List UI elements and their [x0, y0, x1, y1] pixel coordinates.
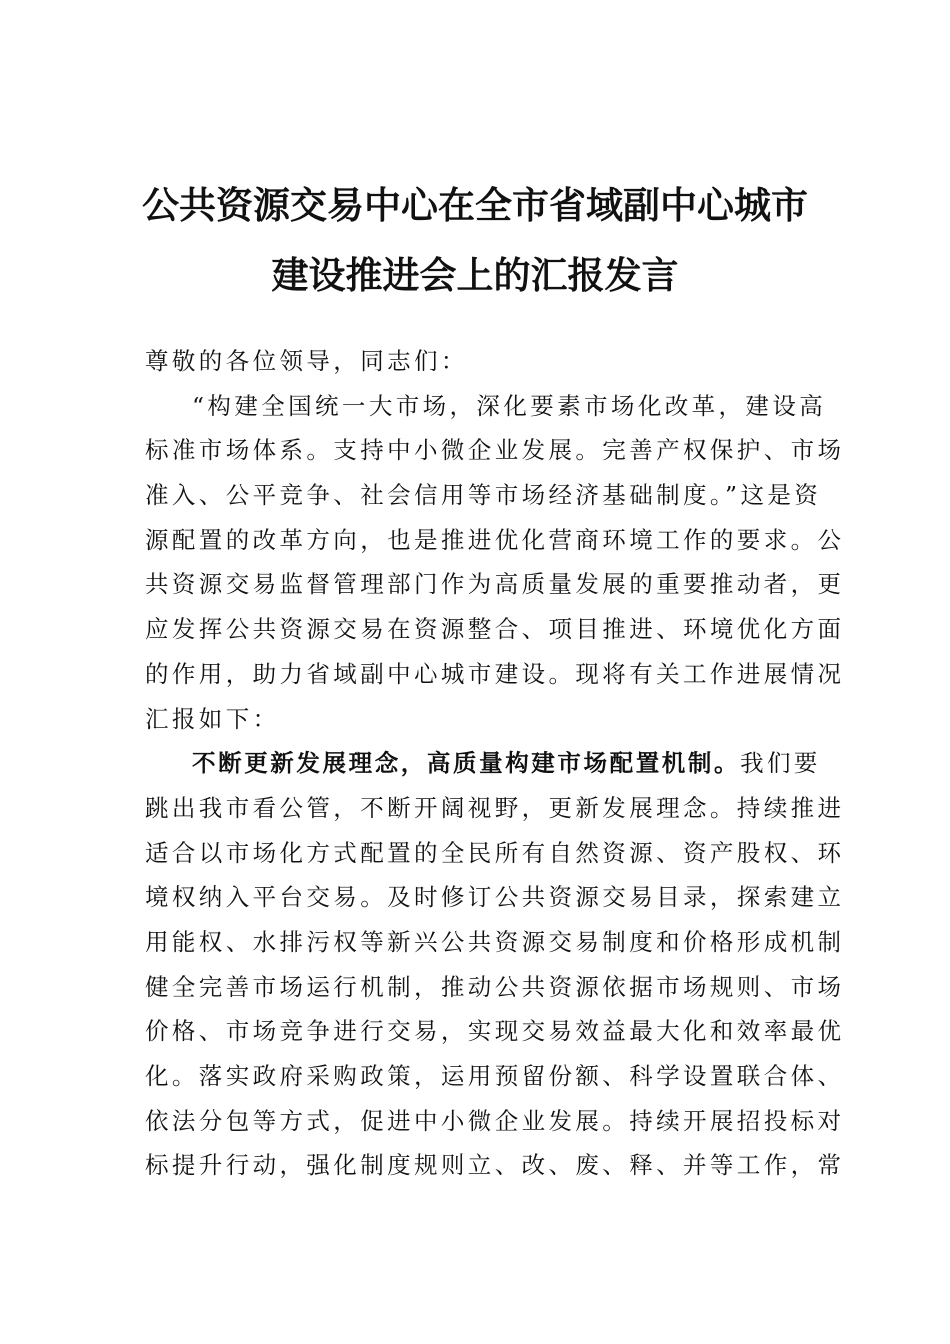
paragraph-2-line-5: 用能权、水排污权等新兴公共资源交易制度和价格形成机制 — [145, 927, 845, 956]
paragraph-1-line-6: 应发挥公共资源交易在资源整合、项目推进、环境优化方面 — [145, 615, 845, 644]
paragraph-1-line-8: 汇报如下： — [145, 704, 280, 733]
paragraph-2-line-3: 适合以市场化方式配置的全民所有自然资源、资产股权、环 — [145, 838, 845, 867]
section-heading: 不断更新发展理念，高质量构建市场配置机制。 — [192, 749, 741, 778]
paragraph-2-line-2: 跳出我市看公管，不断开阔视野，更新发展理念。持续推进 — [145, 793, 845, 822]
paragraph-1-line-5: 共资源交易监督管理部门作为高质量发展的重要推动者，更 — [145, 570, 845, 599]
paragraph-2-line-4: 境权纳入平台交易。及时修订公共资源交易目录，探索建立 — [145, 883, 845, 912]
paragraph-2-line-1 — [145, 741, 821, 786]
paragraph-1-line-7: 的作用，助力省域副中心城市建设。现将有关工作进展情况 — [145, 659, 845, 688]
paragraph-2-line-7: 价格、市场竞争进行交易，实现交易效益最大化和效率最优 — [145, 1017, 845, 1046]
document-title-line-2: 建设推进会上的汇报发言 — [271, 253, 679, 297]
paragraph-1-line-2: 标准市场体系。支持中小微企业发展。完善产权保护、市场 — [145, 436, 845, 465]
salutation: 尊敬的各位领导，同志们： — [145, 347, 468, 375]
paragraph-2-line-8: 化。落实政府采购政策，运用预留份额、科学设置联合体、 — [145, 1062, 845, 1090]
paragraph-2-first-text: 我们要 — [740, 749, 821, 778]
document-title-line-1: 公共资源交易中心在全市省域副中心城市 — [142, 183, 808, 227]
paragraph-2-line-10: 标提升行动，强化制度规则立、改、废、释、并等工作，常 — [145, 1151, 845, 1180]
document-body — [145, 339, 845, 1188]
paragraph-2-line-6: 健全完善市场运行机制，推动公共资源依据市场规则、市场 — [145, 972, 845, 1001]
paragraph-1-line-4: 源配置的改革方向，也是推进优化营商环境工作的要求。公 — [145, 525, 845, 554]
paragraph-1-line-1: “构建全国统一大市场，深化要素市场化改革，建设高 — [192, 391, 827, 420]
paragraph-2-line-9: 依法分包等方式，促进中小微企业发展。持续开展招投标对 — [145, 1106, 845, 1135]
paragraph-1-line-3: 准入、公平竞争、社会信用等市场经济基础制度。”这是资 — [145, 481, 822, 510]
